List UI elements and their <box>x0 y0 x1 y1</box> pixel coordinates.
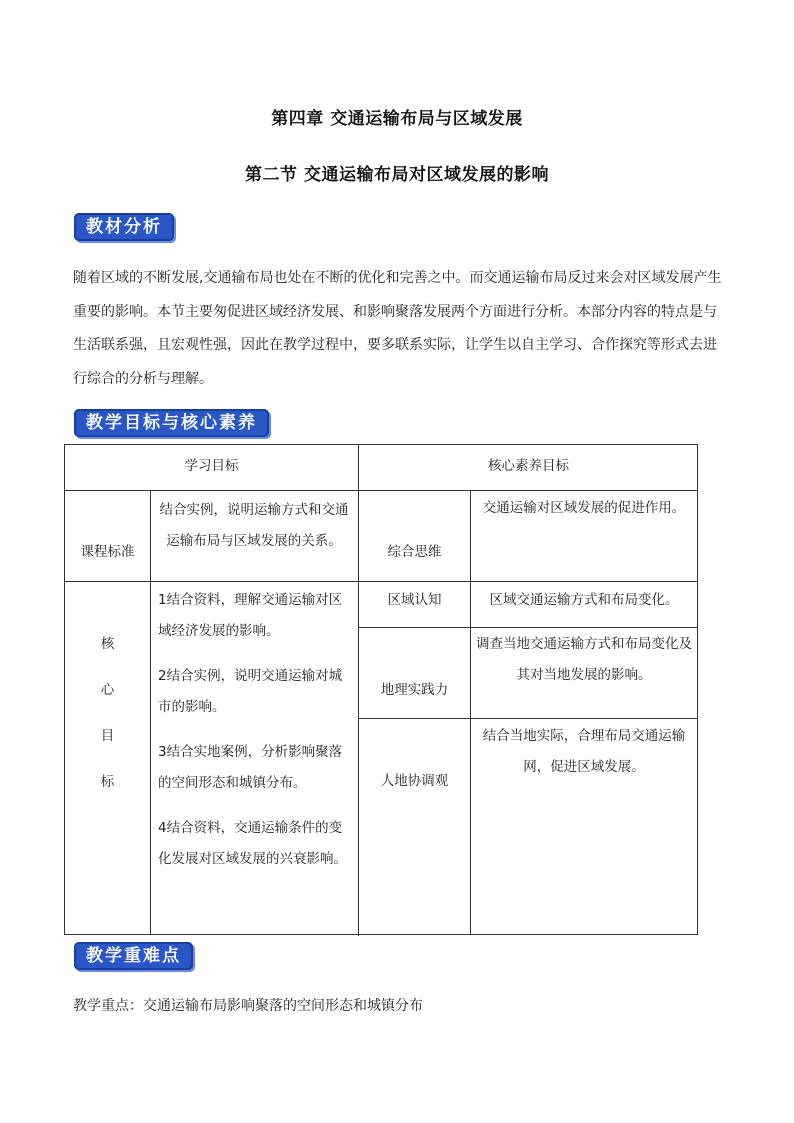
competency-goal: 调查当地交通运输方式和布局变化及其对当地发展的影响。 <box>476 636 692 683</box>
chapter-title: 第四章 交通运输布局与区域发展 <box>271 109 523 129</box>
core-objective-item: 1结合资料，理解交通运输对区域经济发展的影响。 <box>158 592 343 639</box>
core-label-char: 核 <box>100 636 115 652</box>
core-label-char: 标 <box>100 774 115 790</box>
competency-name: 地理实践力 <box>380 682 449 698</box>
key-points-badge: 教学重难点 <box>74 942 193 970</box>
course-standard-text: 结合实例，说明运输方式和交通运输布局与区域发展的关系。 <box>159 502 349 549</box>
section-title: 第二节 交通运输布局对区域发展的影响 <box>245 165 549 185</box>
competency-goal: 区域交通运输方式和布局变化。 <box>489 592 679 608</box>
header-core-competency: 核心素养目标 <box>488 458 569 474</box>
core-objective-item: 4结合资料，交通运输条件的变化发展对区域发展的兴衰影响。 <box>158 820 347 867</box>
objectives-table <box>64 444 698 935</box>
key-point-text: 教学重点：交通运输布局影响聚落的空间形态和城镇分布 <box>73 998 423 1014</box>
header-learning-objectives: 学习目标 <box>184 458 239 474</box>
core-label-char: 目 <box>100 728 115 744</box>
analysis-badge: 教材分析 <box>74 213 174 241</box>
core-label-char: 心 <box>100 682 115 698</box>
core-objective-item: 3结合实地案例，分析影响聚落的空间形态和城镇分布。 <box>158 744 343 791</box>
analysis-paragraph: 随着区域的不断发展,交通输布局也处在不断的优化和完善之中。而交通运输布局反过来会对区域发展产生重要的影响。本节主要匆促进区域经济发展、和影响聚落发展两个方面进行分析。本部分内容的特点是与生活联系强，且宏观性强，因此在教学过程中，要多联系实际，让学生以自主学习、合作探究等形式去进行综合的分析与理解。 <box>73 270 722 387</box>
objectives-badge: 教学目标与核心素养 <box>74 409 269 437</box>
competency-name: 人地协调观 <box>380 773 449 789</box>
competency-goal: 交通运输对区域发展的促进作用。 <box>482 500 686 516</box>
course-standard-label: 课程标准 <box>80 544 135 560</box>
core-objective-item: 2结合实例，说明交通运输对城市的影响。 <box>158 668 343 715</box>
competency-name: 综合思维 <box>387 544 442 560</box>
competency-goal: 结合当地实际，合理布局交通运输网，促进区域发展。 <box>482 728 686 775</box>
competency-name: 区域认知 <box>387 592 442 608</box>
